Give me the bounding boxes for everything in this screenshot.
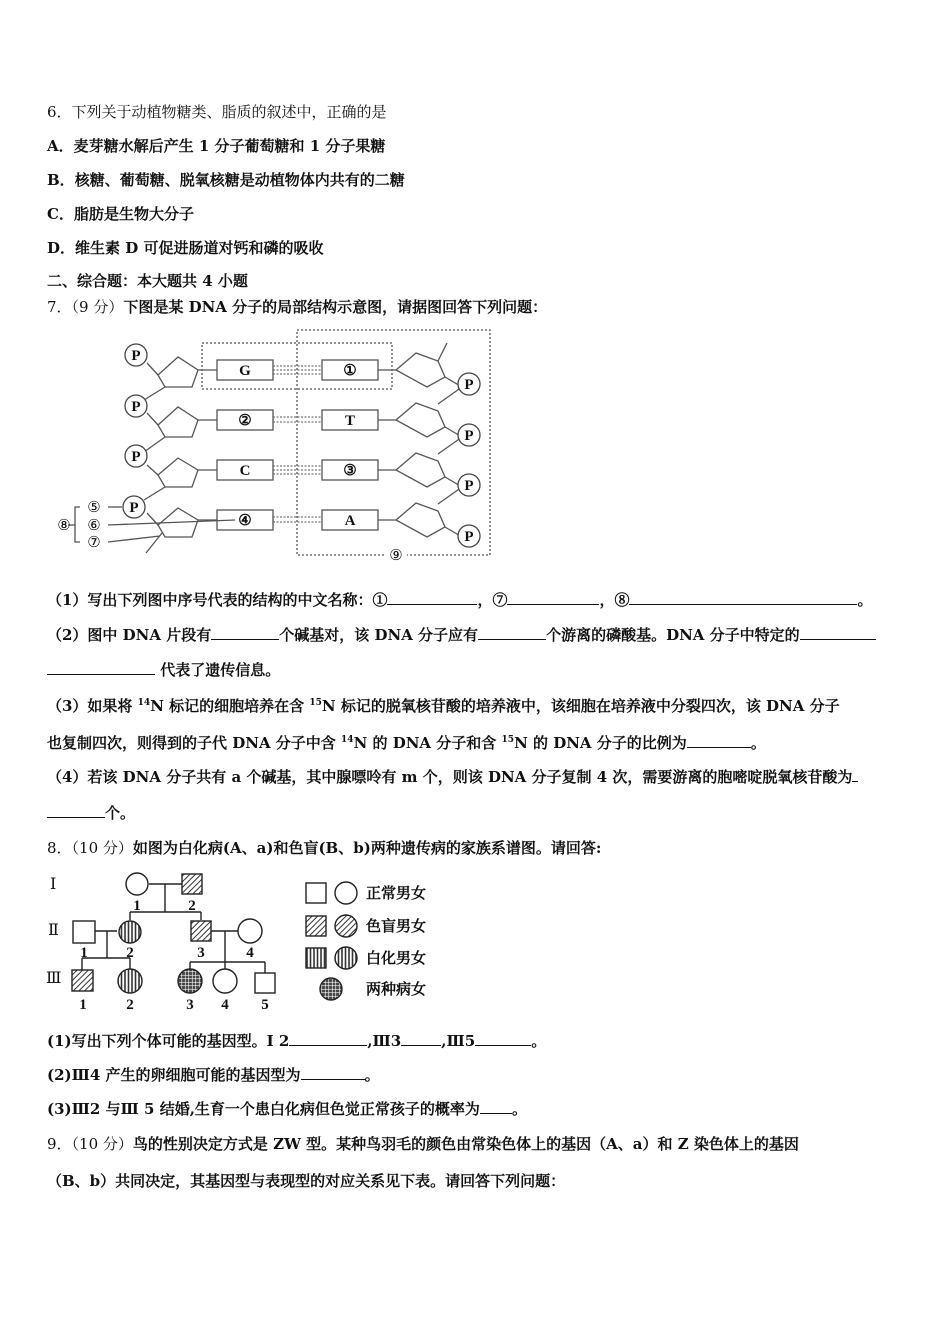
question-score: （10 分）	[71, 839, 133, 857]
pedigree-chart	[40, 865, 450, 1015]
option-text: 麦芽糖水解后产生 1 分子葡萄糖和 1 分子果糖	[73, 137, 386, 155]
answer-blank[interactable]	[301, 1065, 365, 1080]
individual-number: 4	[246, 945, 254, 961]
answer-blank[interactable]	[480, 1099, 512, 1114]
option-letter: C．	[47, 205, 74, 223]
base-label: ①	[343, 363, 357, 379]
q7-sub3-cont	[47, 733, 766, 753]
q6-option-d	[47, 238, 323, 258]
option-letter: D．	[47, 239, 76, 257]
answer-blank[interactable]	[289, 1031, 367, 1046]
answer-blank[interactable]	[387, 590, 477, 605]
individual-number: 4	[221, 997, 229, 1013]
individual-III4	[213, 969, 237, 993]
generation-label: Ⅱ	[48, 922, 59, 939]
sub4-text: （4）若该 DNA 分子共有 a 个碱基，其中腺嘌呤有 m 个，则该 DNA 分子复制 4 次，需要游离的胞嘧啶脱氧核苷酸为	[47, 768, 853, 786]
question-score: （9 分）	[71, 298, 124, 316]
q7-sub2-cont	[47, 660, 280, 680]
phosphate-label: P	[464, 478, 474, 494]
q6-option-c	[47, 204, 194, 224]
generation-label: Ⅲ	[46, 970, 62, 987]
answer-blank[interactable]	[211, 625, 279, 640]
q9-stem-cont	[47, 1171, 565, 1191]
base-label: ②	[238, 413, 252, 429]
answer-blank[interactable]	[401, 1031, 441, 1046]
superscript-14: 14	[341, 735, 354, 745]
question-score: （10 分）	[71, 1135, 133, 1153]
individual-III5	[255, 973, 275, 993]
individual-III1	[72, 970, 93, 991]
sub1-mid1: ，⑦	[477, 591, 508, 609]
option-text: 维生素 D 可促进肠道对钙和磷的吸收	[75, 239, 324, 257]
option-letter: B．	[47, 171, 75, 189]
option-text: 核糖、葡萄糖、脱氧核糖是动植物体内共有的二糖	[74, 171, 405, 189]
q8-sub3	[47, 1099, 527, 1119]
q8-stem	[47, 838, 601, 858]
sub1-mid1: ,Ⅲ3	[367, 1032, 402, 1050]
label-7: ⑦	[87, 535, 101, 551]
individual-II4	[238, 919, 262, 943]
base-label: ④	[238, 513, 252, 529]
individual-III2	[118, 969, 142, 993]
sub3-text: （3）如果将	[47, 697, 138, 715]
q7-sub3	[47, 696, 840, 716]
sub2-prefix: (2)Ⅲ4 产生的卵细胞可能的基因型为	[47, 1066, 301, 1084]
base-label: A	[344, 513, 356, 529]
q6-option-a	[47, 136, 385, 156]
sub3-text: N 标记的脱氧核苷酸的培养液中，该细胞在培养液中分裂四次，该 DNA 分子	[321, 697, 840, 715]
label-6: ⑥	[87, 518, 101, 534]
q7-sub4-cont	[47, 803, 135, 823]
q8-sub1	[47, 1031, 546, 1051]
individual-number: 1	[133, 898, 141, 914]
q7-stem	[47, 297, 547, 317]
q6-stem	[47, 102, 387, 122]
answer-blank[interactable]	[800, 625, 876, 640]
q6-option-b	[47, 170, 405, 190]
question-stem-cont: （B、b）共同决定，其基因型与表现型的对应关系见下表。请回答下列问题：	[47, 1172, 566, 1190]
individual-number: 3	[197, 945, 205, 961]
sub3-text: 也复制四次，则得到的子代 DNA 分子中含	[47, 734, 342, 752]
question-stem: 如图为白化病(A、a)和色盲(B、b)两种遗传病的家族系谱图。请回答:	[132, 839, 602, 857]
generation-label: Ⅰ	[50, 876, 57, 893]
base-label: ③	[343, 463, 357, 479]
sub2-mid1: 个碱基对，该 DNA 分子应有	[279, 626, 479, 644]
option-letter: A．	[47, 137, 74, 155]
phosphate-label: P	[131, 399, 141, 415]
individual-number: 2	[188, 898, 196, 914]
phosphate-label: P	[129, 500, 139, 516]
legend-normal: 正常男女	[366, 886, 427, 902]
answer-blank[interactable]	[687, 733, 751, 748]
individual-I2	[182, 874, 202, 894]
sub1-end: 。	[857, 591, 873, 609]
answer-blank[interactable]	[507, 590, 599, 605]
label-8: ⑧	[57, 518, 71, 534]
superscript-15: 15	[309, 698, 322, 708]
superscript-14: 14	[137, 698, 151, 708]
sub2-end: 。	[364, 1066, 380, 1084]
sub2-mid2: 个游离的磷酸基。DNA 分子中特定的	[546, 626, 800, 644]
legend-albinism: 白化男女	[366, 951, 427, 967]
question-number: 7．	[47, 298, 72, 316]
phosphate-label: P	[131, 449, 141, 465]
individual-number: 1	[79, 997, 87, 1013]
q7-sub2	[47, 625, 876, 645]
individual-number: 3	[186, 997, 194, 1013]
sub3-prefix: (3)Ⅲ2 与Ⅲ 5 结婚,生育一个患白化病但色觉正常孩子的概率为	[47, 1100, 480, 1118]
section-title	[47, 271, 248, 291]
phosphate-label: P	[464, 529, 474, 545]
individual-II1	[73, 921, 95, 943]
label-5: ⑤	[87, 500, 101, 516]
legend-colorblind: 色盲男女	[366, 919, 427, 935]
individual-number: 2	[126, 997, 134, 1013]
sub4-end: 个。	[105, 804, 136, 822]
individual-number: 2	[126, 945, 134, 961]
q6-stem-text: 6．下列关于动植物糖类、脂质的叙述中，正确的是	[47, 103, 387, 121]
answer-blank[interactable]	[629, 590, 857, 605]
sub1-mid2: ，⑧	[599, 591, 630, 609]
label-9: ⑨	[389, 548, 403, 564]
answer-blank[interactable]	[47, 803, 105, 818]
sub2-prefix: （2）图中 DNA 片段有	[47, 626, 212, 644]
option-text: 脂肪是生物大分子	[73, 205, 194, 223]
sub3-text: N 的 DNA 分子的比例为	[514, 734, 687, 752]
base-label: C	[239, 463, 251, 479]
base-label: G	[239, 363, 251, 379]
sub3-end: 。	[511, 1100, 527, 1118]
pedigree-legend	[306, 882, 357, 1000]
individual-III3	[178, 969, 202, 993]
sub1-prefix: （1）写出下列图中序号代表的结构的中文名称：①	[47, 591, 388, 609]
sub2-line2-end: 代表了遗传信息。	[155, 661, 281, 679]
sub1-mid2: ,Ⅲ5	[441, 1032, 476, 1050]
answer-blank[interactable]	[47, 660, 155, 675]
q7-sub1	[47, 590, 873, 610]
question-number: 8．	[47, 839, 72, 857]
base-label: T	[344, 413, 356, 429]
question-stem: 鸟的性别决定方式是 ZW 型。某种鸟羽毛的颜色由常染色体上的基因（A、a）和 Z 染色体上的基因	[132, 1135, 799, 1153]
q9-stem	[47, 1134, 799, 1154]
answer-blank[interactable]	[478, 625, 546, 640]
dna-structure-diagram	[50, 325, 500, 565]
answer-blank[interactable]	[475, 1031, 531, 1046]
superscript-15: 15	[501, 735, 515, 745]
answer-blank[interactable]	[852, 767, 858, 782]
sub3-text: N 的 DNA 分子和含	[353, 734, 502, 752]
individual-II3	[191, 921, 211, 941]
individual-I1	[126, 873, 148, 895]
sub1-end: 。	[531, 1032, 547, 1050]
phosphate-label: P	[464, 428, 474, 444]
sub3-end: 。	[750, 734, 766, 752]
q7-sub4	[47, 767, 858, 787]
sub1-prefix: (1)写出下列个体可能的基因型。Ⅰ 2	[47, 1032, 290, 1050]
individual-II2	[119, 921, 141, 943]
individual-number: 1	[80, 945, 88, 961]
legend-both-diseases: 两种病女	[366, 982, 427, 998]
question-stem: 下图是某 DNA 分子的局部结构示意图，请据图回答下列问题：	[123, 298, 548, 316]
q8-sub2	[47, 1065, 380, 1085]
phosphate-label: P	[131, 348, 141, 364]
individual-number: 5	[261, 997, 269, 1013]
sub3-text: N 标记的细胞培养在含	[150, 697, 310, 715]
question-number: 9．	[47, 1135, 72, 1153]
phosphate-label: P	[464, 377, 474, 393]
section-title-text: 二、综合题：本大题共 4 小题	[47, 272, 248, 290]
